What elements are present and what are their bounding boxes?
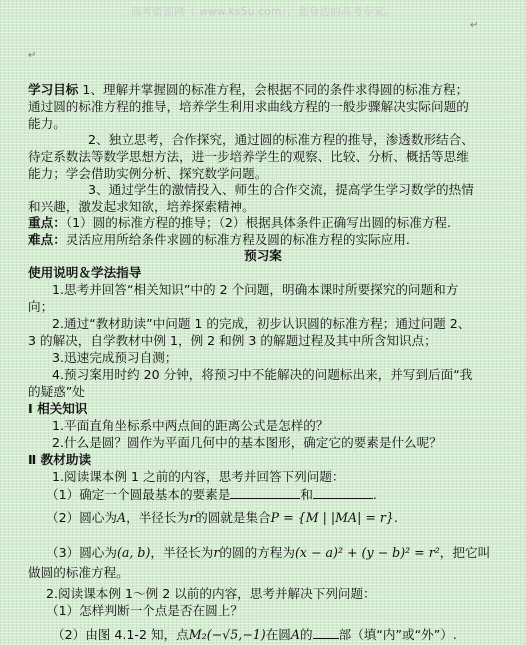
- question-2-2: （2）由图 4.1-2 知，点M₂(−√5,−1)在圆A的 部（填“内”或“外”）.: [52, 627, 457, 642]
- usage-2-line-2: 3 的解决，自学教材中例 1，例 2 和例 3 的解题过程及其中所含知识点；: [28, 333, 437, 348]
- textbook-title: Ⅱ 教材助读: [28, 452, 92, 467]
- usage-3: 3.迅速完成预习自测；: [52, 350, 178, 365]
- goal-3-line-2: 和兴趣，激发起求知欲，培养探索精神。: [28, 199, 255, 214]
- preview-title: 预习案: [244, 248, 282, 263]
- question-1-3-cont: 做圆的标准方程。: [28, 565, 129, 580]
- set-expression: P = {M | |MA| = r}: [270, 510, 394, 525]
- question-1-1: （1）确定一个圆最基本的要素是 和 .: [46, 487, 377, 502]
- fill-blank-2[interactable]: [313, 486, 373, 499]
- usage-title: 使用说明＆学法指导: [28, 265, 142, 280]
- usage-4-line-2: 的疑惑”处: [28, 384, 85, 399]
- goal-2-line-3: 能力；学会借助实例分析、探究数学问题。: [28, 166, 268, 181]
- goal-1-line-2: 通过圆的标准方程的推导，培养学生利用求曲线方程的一般步骤解决实际问题的: [28, 99, 469, 114]
- usage-1-line-2: 向；: [28, 299, 54, 314]
- question-1-3: （3）圆心为(a, b)，半径长为r的圆的方程为(x − a)² + (y − b)² = r²，把它叫: [46, 545, 491, 560]
- goal-2-line-1: 2、独立思考，合作探究，通过圆的标准方程的推导，渗透数形结合、: [88, 132, 474, 147]
- paragraph-mark: ↵: [470, 20, 479, 31]
- textbook-part-2: 2.阅读课本例 1～例 2 以前的内容，思考并解决下列问题：: [46, 586, 376, 601]
- page-header: 高考资源网（ www.ks5u.com），您身边的高考专家。: [130, 6, 396, 18]
- paragraph-mark: ↵: [28, 50, 37, 61]
- goal-2-line-2: 待定系数法等数学思想方法，进一步培养学生的观察、比较、分析、概括等思维: [28, 149, 469, 164]
- related-question-1: 1.平面直角坐标系中两点间的距离公式是怎样的？: [52, 418, 329, 433]
- key-points: 重点：（1）圆的标准方程的推导；（2）根据具体条件正确写出圆的标准方程.: [28, 215, 452, 230]
- fill-blank-3[interactable]: [313, 626, 339, 639]
- goals-label: 学习目标: [28, 82, 79, 97]
- textbook-part-1: 1.阅读课本例 1 之前的内容，思考并回答下列问题：: [52, 469, 345, 484]
- related-title: Ⅰ 相关知识: [28, 401, 88, 416]
- standard-equation: (x − a)² + (y − b)² = r²: [294, 545, 440, 560]
- goal-1-line-1: 学习目标 1、理解并掌握圆的标准方程，会根据不同的条件求得圆的标准方程；: [28, 82, 469, 97]
- difficulty-points: 难点：灵活应用所给条件求圆的标准方程及圆的标准方程的实际应用.: [28, 232, 410, 247]
- goal-1-line-3: 能力。: [28, 116, 66, 131]
- usage-4-line-1: 4.预习案用时约 20 分钟，将预习中不能解决的问题标出来，并写到后面“我: [52, 367, 473, 382]
- usage-1-line-1: 1.思考并回答“相关知识”中的 2 个问题，明确本课时所要探究的问题和方: [52, 282, 459, 297]
- question-1-2: （2）圆心为A，半径长为r的圆就是集合P = {M | |MA| = r}.: [46, 510, 398, 525]
- usage-2-line-1: 2.通过“教材助读”中问题 1 的完成，初步认识圆的标准方程；通过问题 2、: [52, 316, 471, 331]
- fill-blank-1[interactable]: [230, 486, 300, 499]
- point-m2: M₂(−√5,−1): [188, 627, 266, 642]
- related-question-2: 2.什么是圆？圆作为平面几何中的基本图形，确定它的要素是什么呢？: [52, 435, 442, 450]
- question-2-1: （1）怎样判断一个点是否在圆上？: [46, 603, 243, 618]
- goal-3-line-1: 3、通过学生的激情投入、师生的合作交流，提高学生学习数学的热情: [88, 182, 474, 197]
